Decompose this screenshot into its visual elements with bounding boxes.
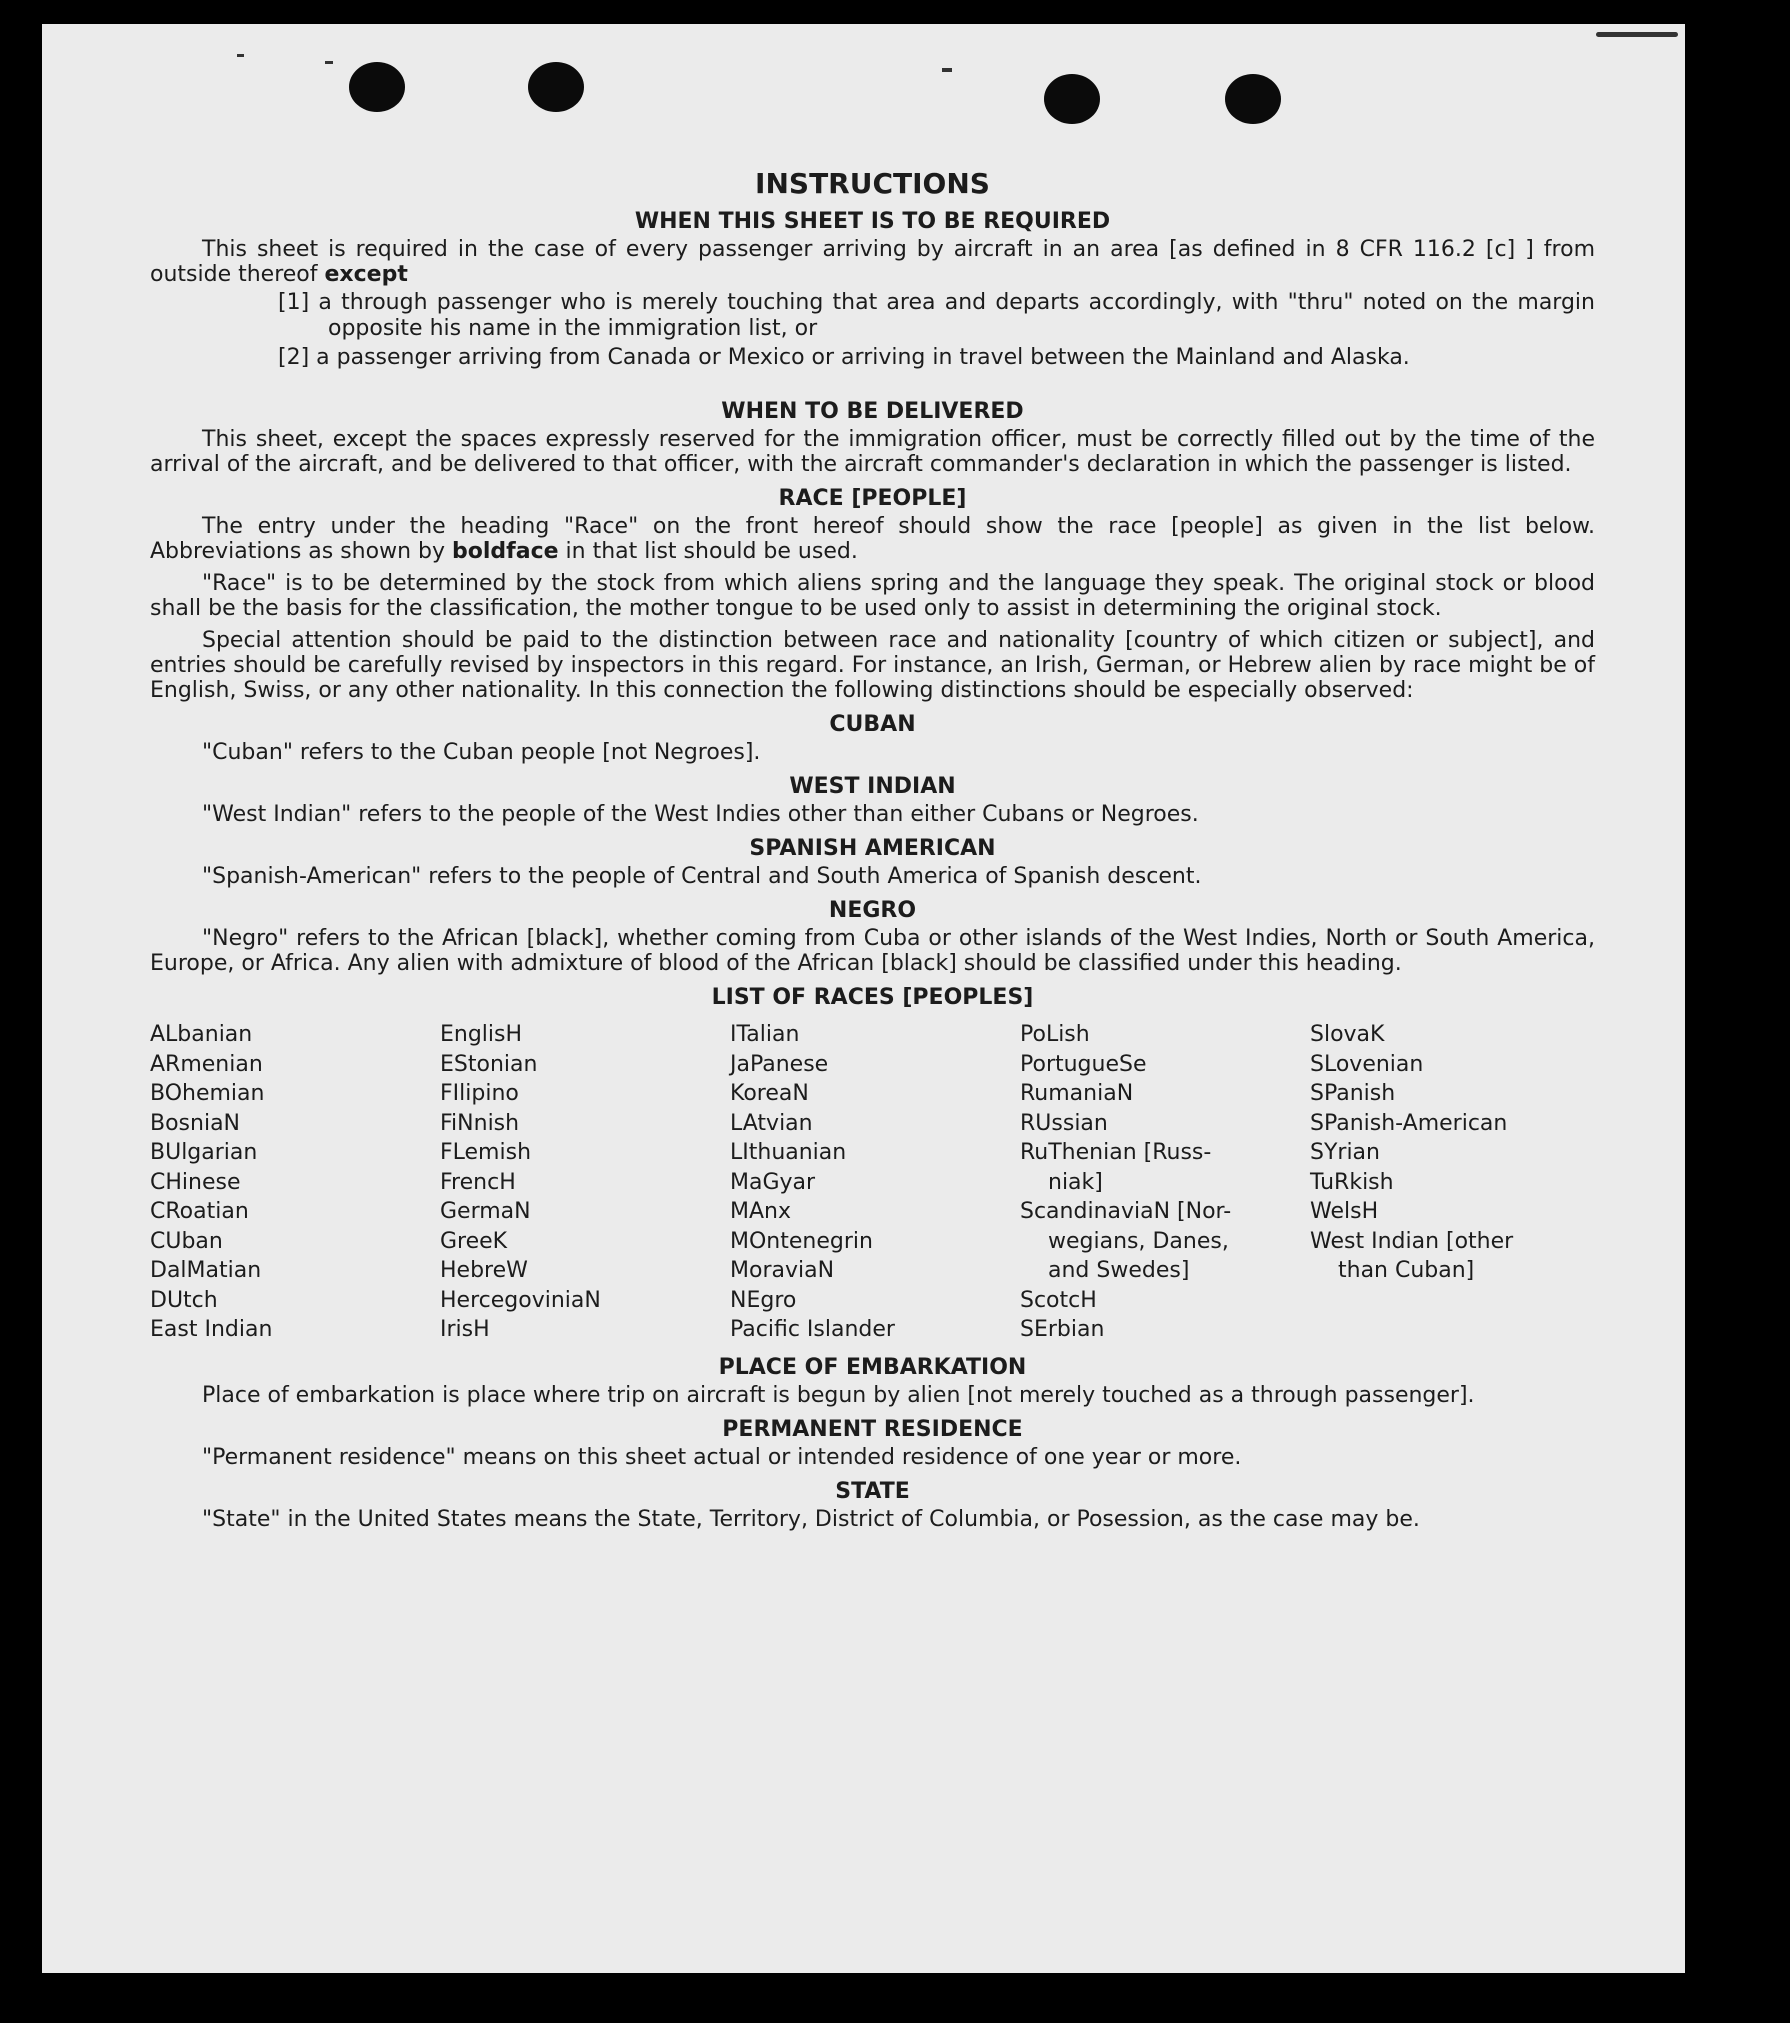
race-column (150, 1020, 440, 1345)
paragraph: "Spanish-American" refers to the people of Central and South America of Spanish descent. (202, 864, 1202, 889)
punch-hole (1225, 74, 1281, 124)
race-entry: FrencH (440, 1169, 516, 1195)
race-entry: SPanish (1310, 1081, 1396, 1106)
race-list (150, 1020, 1595, 1345)
race-entry: KoreaN (730, 1081, 809, 1106)
paragraph: "Race" is to be determined by the stock from which aliens spring and the language they speak. The original stock or blood shall be the basis for the classification, the mother tongue to be used only to assist in determining the original stock. (150, 571, 1595, 621)
race-entry: SLovenian (1310, 1051, 1424, 1077)
race-entry: FiNnish (440, 1110, 520, 1136)
race-entry: CHinese (150, 1169, 241, 1195)
race-entry: DalMatian (150, 1258, 262, 1283)
race-entry: MOntenegrin (730, 1228, 873, 1254)
race-entry: West Indian [other (1310, 1228, 1514, 1254)
race-entry: BUlgarian (150, 1140, 258, 1165)
paragraph: The entry under the heading "Race" on the front hereof should show the race [people] as given in the list below. Abbreviations as shown by boldface in that list should be used. (150, 514, 1595, 564)
section-heading: NEGRO (828, 898, 917, 923)
race-entry: PortugueSe (1020, 1051, 1147, 1077)
race-entry: ScandinaviaN [Nor- (1020, 1199, 1232, 1224)
race-entry: EnglisH (440, 1022, 523, 1047)
section-heading: WHEN TO BE DELIVERED (721, 399, 1024, 424)
race-entry: DUtch (150, 1287, 218, 1313)
race-entry: SlovaK (1310, 1022, 1385, 1047)
race-entry: GermaN (440, 1199, 531, 1224)
scan-speck (237, 54, 244, 57)
race-entry: FIlipino (440, 1081, 519, 1106)
section-heading: CUBAN (829, 712, 916, 737)
section-heading: WHEN THIS SHEET IS TO BE REQUIRED (634, 209, 1111, 234)
race-entry: BOhemian (150, 1081, 265, 1106)
race-entry: LIthuanian (730, 1140, 847, 1165)
race-entry: ALbanian (150, 1022, 253, 1047)
paragraph: "Permanent residence" means on this sheet actual or intended residence of one year or more. (202, 1444, 1242, 1470)
race-entry: JaPanese (730, 1051, 829, 1077)
punch-hole (1044, 74, 1100, 124)
race-entry: WelsH (1310, 1199, 1379, 1224)
race-entry: RUssian (1020, 1110, 1108, 1136)
section-heading: STATE (835, 1478, 910, 1504)
race-column (1310, 1020, 1595, 1345)
race-entry: MoraviaN (730, 1258, 835, 1283)
race-entry: RuThenian [Russ- (1020, 1140, 1212, 1165)
race-entry: RumaniaN (1020, 1081, 1134, 1106)
section-heading: PLACE OF EMBARKATION (718, 1354, 1027, 1380)
race-entry: BosniaN (150, 1110, 241, 1136)
race-entry: CUban (150, 1228, 223, 1254)
race-entry: East Indian (150, 1317, 273, 1342)
paragraph: Special attention should be paid to the distinction between race and nationality [country of which citizen or subject], and entries should be carefully revised by inspectors in this regard. For instance, an Irish, German, or Hebrew alien by race might be of English, Swiss, or any other nationality. In this connection the following distinctions should be especially observed: (150, 628, 1595, 703)
race-entry: LAtvian (730, 1110, 813, 1136)
race-entry: SErbian (1020, 1317, 1105, 1342)
document-page (42, 24, 1685, 1973)
list-item: [1] a through passenger who is merely touching that area and departs accordingly, with "thru" noted on the margin opposite his name in the immigration list, or (278, 290, 1595, 341)
race-entry: CRoatian (150, 1199, 249, 1224)
instructions-content (150, 142, 1595, 1539)
race-entry: FLemish (440, 1140, 532, 1165)
scan-speck (942, 68, 952, 72)
section-heading: LIST OF RACES [PEOPLES] (711, 985, 1034, 1010)
section-heading: WEST INDIAN (789, 774, 956, 799)
race-entry: MaGyar (730, 1169, 816, 1195)
punch-hole (528, 62, 584, 112)
paragraph: "Negro" refers to the African [black], whether coming from Cuba or other islands of the West Indies, North or South America, Europe, or Africa. Any alien with admixture of blood of the African [black] should be classified under this heading. (150, 926, 1595, 976)
punch-hole (349, 62, 405, 112)
race-entry: IrisH (440, 1317, 490, 1342)
page-title: INSTRUCTIONS (755, 167, 990, 200)
paragraph: Place of embarkation is place where trip on aircraft is begun by alien [not merely touched as a through passenger]. (202, 1382, 1475, 1408)
race-column (730, 1020, 1020, 1345)
paragraph: "State" in the United States means the State, Territory, District of Columbia, or Posession, as the case may be. (202, 1506, 1420, 1532)
race-entry: SPanish-American (1310, 1110, 1508, 1136)
race-column (1020, 1020, 1310, 1345)
race-entry: ARmenian (150, 1051, 263, 1077)
paragraph: "Cuban" refers to the Cuban people [not Negroes]. (202, 740, 761, 765)
race-entry: ScotcH (1020, 1287, 1097, 1313)
race-column (440, 1020, 730, 1345)
race-entry: niak] (1048, 1169, 1103, 1195)
race-entry: SYrian (1310, 1140, 1380, 1165)
paragraph: "West Indian" refers to the people of the West Indies other than either Cubans or Negroes. (202, 802, 1199, 827)
section-heading: PERMANENT RESIDENCE (722, 1416, 1023, 1442)
race-entry: GreeK (440, 1228, 508, 1254)
scan-speck (1596, 32, 1678, 37)
race-entry: Pacific Islander (730, 1317, 895, 1342)
race-entry: PoLish (1020, 1022, 1090, 1047)
race-entry: and Swedes] (1048, 1258, 1190, 1283)
race-entry: EStonian (440, 1051, 538, 1077)
race-entry: ITalian (730, 1022, 800, 1047)
section-heading: SPANISH AMERICAN (749, 836, 996, 861)
paragraph: This sheet, except the spaces expressly reserved for the immigration officer, must be correctly filled out by the time of the arrival of the aircraft, and be delivered to that officer, with the aircraft commander's declaration in which the passenger is listed. (150, 427, 1595, 477)
race-entry: than Cuban] (1338, 1258, 1475, 1283)
race-entry: MAnx (730, 1199, 791, 1224)
paragraph: This sheet is required in the case of every passenger arriving by aircraft in an area [as defined in 8 CFR 116.2 [c] ] from outside thereof except (150, 237, 1595, 287)
race-entry: TuRkish (1310, 1169, 1394, 1195)
race-entry: wegians, Danes, (1048, 1228, 1229, 1254)
scan-speck (325, 61, 333, 64)
race-entry: HebreW (440, 1258, 528, 1283)
list-item: [2] a passenger arriving from Canada or Mexico or arriving in travel between the Mainland and Alaska. (278, 345, 1410, 370)
section-heading: RACE [PEOPLE] (778, 486, 967, 511)
race-entry: NEgro (730, 1287, 797, 1313)
race-entry: HercegoviniaN (440, 1287, 601, 1313)
